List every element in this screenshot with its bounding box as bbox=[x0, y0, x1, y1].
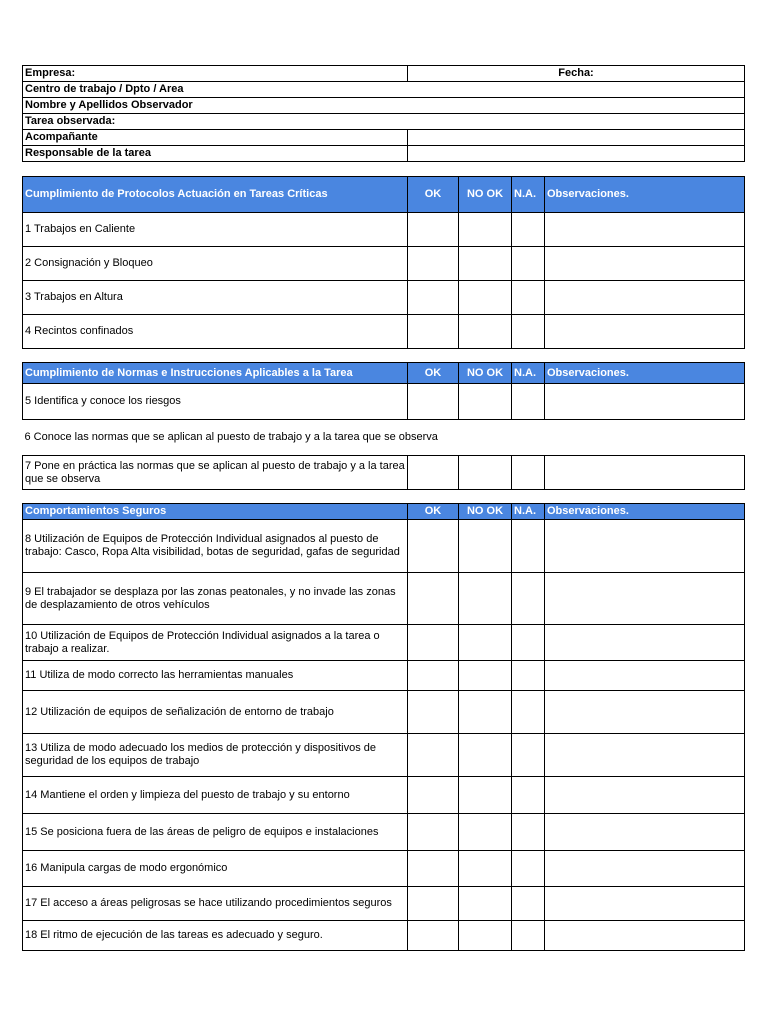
observaciones-cell[interactable] bbox=[545, 734, 745, 777]
na-cell[interactable] bbox=[512, 456, 545, 490]
ok-cell[interactable] bbox=[408, 520, 459, 573]
col-na: N.A. bbox=[512, 363, 545, 384]
empresa-label: Empresa: bbox=[23, 66, 408, 82]
item-label: 17 El acceso a áreas peligrosas se hace utilizando procedimientos seguros bbox=[23, 887, 408, 921]
no-ok-cell[interactable] bbox=[459, 384, 512, 420]
na-cell[interactable] bbox=[512, 851, 545, 887]
no-ok-cell[interactable] bbox=[459, 661, 512, 691]
no-ok-cell[interactable] bbox=[459, 520, 512, 573]
item-label: 10 Utilización de Equipos de Protección Individual asignados a la tarea o trabajo a realizar. bbox=[23, 625, 408, 661]
acompanante-label: Acompañante bbox=[23, 130, 408, 146]
ok-cell[interactable] bbox=[408, 734, 459, 777]
no-ok-cell[interactable] bbox=[459, 625, 512, 661]
na-cell[interactable] bbox=[512, 247, 545, 281]
col-na: N.A. bbox=[512, 177, 545, 213]
section-title: Comportamientos Seguros bbox=[23, 504, 408, 520]
table-row bbox=[23, 691, 745, 734]
item-label: 7 Pone en práctica las normas que se aplican al puesto de trabajo y a la tarea que se observa bbox=[23, 456, 408, 490]
table-row bbox=[23, 625, 745, 661]
ok-cell[interactable] bbox=[408, 315, 459, 349]
observaciones-cell[interactable] bbox=[545, 281, 745, 315]
table-row bbox=[23, 520, 745, 573]
table-row bbox=[23, 921, 745, 951]
section-title: Cumplimiento de Protocolos Actuación en Tareas Críticas bbox=[23, 177, 408, 213]
observaciones-cell[interactable] bbox=[545, 661, 745, 691]
table-row bbox=[23, 213, 745, 247]
ok-cell[interactable] bbox=[408, 921, 459, 951]
ok-cell[interactable] bbox=[408, 213, 459, 247]
fecha-label: Fecha: bbox=[408, 66, 745, 82]
table-row bbox=[23, 814, 745, 851]
col-observaciones: Observaciones. bbox=[545, 177, 745, 213]
item-label: 14 Mantiene el orden y limpieza del puesto de trabajo y su entorno bbox=[23, 777, 408, 814]
observaciones-cell[interactable] bbox=[545, 520, 745, 573]
na-cell[interactable] bbox=[512, 384, 545, 420]
na-cell[interactable] bbox=[512, 281, 545, 315]
na-cell[interactable] bbox=[512, 213, 545, 247]
observaciones-cell[interactable] bbox=[545, 814, 745, 851]
item-label: 5 Identifica y conoce los riesgos bbox=[23, 384, 408, 420]
observaciones-cell[interactable] bbox=[545, 315, 745, 349]
no-ok-cell[interactable] bbox=[459, 213, 512, 247]
col-observaciones: Observaciones. bbox=[545, 504, 745, 520]
no-ok-cell[interactable] bbox=[459, 573, 512, 625]
ok-cell[interactable] bbox=[408, 573, 459, 625]
col-no-ok: NO OK bbox=[459, 177, 512, 213]
no-ok-cell[interactable] bbox=[459, 921, 512, 951]
table-row bbox=[23, 281, 745, 315]
ok-cell[interactable] bbox=[408, 625, 459, 661]
table-row bbox=[23, 573, 745, 625]
item-label: 18 El ritmo de ejecución de las tareas es adecuado y seguro. bbox=[23, 921, 408, 951]
ok-cell[interactable] bbox=[408, 851, 459, 887]
item-label: 9 El trabajador se desplaza por las zonas peatonales, y no invade las zonas de desplazamiento de otros vehículos bbox=[23, 573, 408, 625]
table-row bbox=[23, 420, 745, 456]
na-cell[interactable] bbox=[512, 814, 545, 851]
no-ok-cell[interactable] bbox=[459, 814, 512, 851]
section-title: Cumplimiento de Normas e Instrucciones Aplicables a la Tarea bbox=[23, 363, 408, 384]
col-ok: OK bbox=[408, 363, 459, 384]
col-no-ok: NO OK bbox=[459, 363, 512, 384]
acompanante-field[interactable] bbox=[408, 130, 745, 146]
section-normas-table bbox=[22, 362, 745, 490]
no-ok-cell[interactable] bbox=[459, 315, 512, 349]
na-cell[interactable] bbox=[512, 520, 545, 573]
item-label: 6 Conoce las normas que se aplican al puesto de trabajo y a la tarea que se observa bbox=[23, 420, 745, 456]
col-observaciones: Observaciones. bbox=[545, 363, 745, 384]
table-row bbox=[23, 384, 745, 420]
section-header bbox=[23, 504, 745, 520]
section-header bbox=[23, 177, 745, 213]
responsable-field[interactable] bbox=[408, 146, 745, 162]
ok-cell[interactable] bbox=[408, 456, 459, 490]
na-cell[interactable] bbox=[512, 887, 545, 921]
no-ok-cell[interactable] bbox=[459, 851, 512, 887]
observaciones-cell[interactable] bbox=[545, 851, 745, 887]
observaciones-cell[interactable] bbox=[545, 625, 745, 661]
observaciones-cell[interactable] bbox=[545, 384, 745, 420]
observaciones-cell[interactable] bbox=[545, 691, 745, 734]
table-row bbox=[23, 247, 745, 281]
na-cell[interactable] bbox=[512, 777, 545, 814]
item-label: 13 Utiliza de modo adecuado los medios de protección y dispositivos de seguridad de los equipos de trabajo bbox=[23, 734, 408, 777]
na-cell[interactable] bbox=[512, 315, 545, 349]
item-label: 1 Trabajos en Caliente bbox=[23, 213, 408, 247]
header-table bbox=[22, 65, 745, 162]
na-cell[interactable] bbox=[512, 734, 545, 777]
table-row bbox=[23, 734, 745, 777]
na-cell[interactable] bbox=[512, 921, 545, 951]
ok-cell[interactable] bbox=[408, 281, 459, 315]
observaciones-cell[interactable] bbox=[545, 573, 745, 625]
ok-cell[interactable] bbox=[408, 814, 459, 851]
observaciones-cell[interactable] bbox=[545, 247, 745, 281]
observaciones-cell[interactable] bbox=[545, 456, 745, 490]
section-comportamientos-table bbox=[22, 503, 745, 951]
responsable-label: Responsable de la tarea bbox=[23, 146, 408, 162]
no-ok-cell[interactable] bbox=[459, 691, 512, 734]
ok-cell[interactable] bbox=[408, 777, 459, 814]
ok-cell[interactable] bbox=[408, 384, 459, 420]
centro-trabajo-label: Centro de trabajo / Dpto / Area bbox=[23, 82, 745, 98]
observaciones-cell[interactable] bbox=[545, 921, 745, 951]
no-ok-cell[interactable] bbox=[459, 887, 512, 921]
observador-label: Nombre y Apellidos Observador bbox=[23, 98, 745, 114]
item-label: 3 Trabajos en Altura bbox=[23, 281, 408, 315]
table-row bbox=[23, 887, 745, 921]
observaciones-cell[interactable] bbox=[545, 213, 745, 247]
ok-cell[interactable] bbox=[408, 661, 459, 691]
item-label: 16 Manipula cargas de modo ergonómico bbox=[23, 851, 408, 887]
no-ok-cell[interactable] bbox=[459, 734, 512, 777]
no-ok-cell[interactable] bbox=[459, 456, 512, 490]
no-ok-cell[interactable] bbox=[459, 247, 512, 281]
ok-cell[interactable] bbox=[408, 247, 459, 281]
na-cell[interactable] bbox=[512, 573, 545, 625]
item-label: 2 Consignación y Bloqueo bbox=[23, 247, 408, 281]
table-row bbox=[23, 851, 745, 887]
table-row bbox=[23, 777, 745, 814]
item-label: 11 Utiliza de modo correcto las herramientas manuales bbox=[23, 661, 408, 691]
section-protocolos-table bbox=[22, 176, 745, 349]
table-row bbox=[23, 456, 745, 490]
col-ok: OK bbox=[408, 177, 459, 213]
observaciones-cell[interactable] bbox=[545, 887, 745, 921]
col-ok: OK bbox=[408, 504, 459, 520]
item-label: 4 Recintos confinados bbox=[23, 315, 408, 349]
na-cell[interactable] bbox=[512, 661, 545, 691]
item-label: 8 Utilización de Equipos de Protección Individual asignados al puesto de trabajo: Casco, Ropa Alta visibilidad, botas de seguridad, gafas de seguridad bbox=[23, 520, 408, 573]
section-header bbox=[23, 363, 745, 384]
no-ok-cell[interactable] bbox=[459, 281, 512, 315]
ok-cell[interactable] bbox=[408, 887, 459, 921]
col-na: N.A. bbox=[512, 504, 545, 520]
ok-cell[interactable] bbox=[408, 691, 459, 734]
col-no-ok: NO OK bbox=[459, 504, 512, 520]
item-label: 12 Utilización de equipos de señalización de entorno de trabajo bbox=[23, 691, 408, 734]
observaciones-cell[interactable] bbox=[545, 777, 745, 814]
na-cell[interactable] bbox=[512, 625, 545, 661]
table-row bbox=[23, 661, 745, 691]
item-label: 15 Se posiciona fuera de las áreas de peligro de equipos e instalaciones bbox=[23, 814, 408, 851]
tarea-observada-label: Tarea observada: bbox=[23, 114, 745, 130]
table-row bbox=[23, 315, 745, 349]
no-ok-cell[interactable] bbox=[459, 777, 512, 814]
na-cell[interactable] bbox=[512, 691, 545, 734]
